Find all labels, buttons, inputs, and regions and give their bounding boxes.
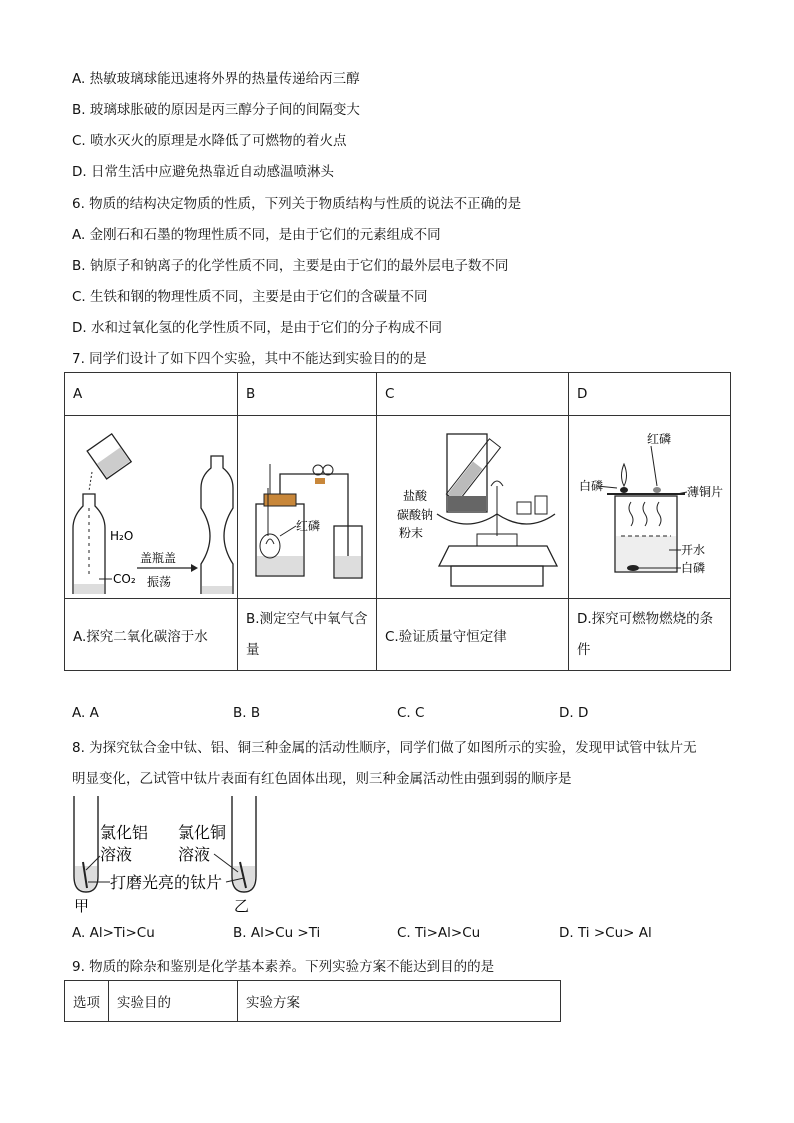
shake-label: 振荡 bbox=[147, 575, 172, 589]
q9-header-purpose: 实验目的 bbox=[109, 981, 238, 1022]
q7-header-d: D bbox=[569, 373, 731, 416]
q7-caption-d: D.探究可燃物燃烧的条件 bbox=[569, 599, 731, 671]
hcl-label: 盐酸 bbox=[403, 489, 428, 503]
q8-stem-line1: 8. 为探究钛合金中钛、铝、铜三种金属的活动性顺序，同学们做了如图所示的实验，发现甲试管中钛片无 bbox=[72, 740, 697, 756]
q6-option-a: A. 金刚石和石墨的物理性质不同，是由于它们的元素组成不同 bbox=[72, 227, 441, 243]
q8-answer-d: D. Ti >Cu> Al bbox=[559, 925, 652, 941]
q7-caption-b: B.测定空气中氧气含量 bbox=[238, 599, 377, 671]
red-phosphorus-label: 红磷 bbox=[296, 519, 321, 533]
water-label: H₂O bbox=[110, 529, 134, 543]
q8-answer-a: A. Al>Ti>Cu bbox=[72, 925, 155, 941]
mass-conservation-figure bbox=[377, 416, 568, 594]
tube-jia-label: 甲 bbox=[74, 897, 90, 914]
q7-answer-c: C. C bbox=[397, 705, 425, 721]
q5-option-d: D. 日常生活中应避免热靠近自动感温喷淋头 bbox=[72, 164, 334, 180]
titanium-strip-label: 打磨光亮的钛片 bbox=[110, 873, 223, 892]
q7-header-a: A bbox=[65, 373, 238, 416]
q7-caption-a: A.探究二氧化碳溶于水 bbox=[65, 599, 238, 671]
cap-bottle-label: 盖瓶盖 bbox=[140, 551, 177, 565]
cucl2-solution-label: 溶液 bbox=[178, 845, 211, 864]
q7-stem: 7. 同学们设计了如下四个实验，其中不能达到实验目的的是 bbox=[72, 351, 427, 367]
q7-figure-c-cell bbox=[377, 416, 569, 599]
q9-header-option: 选项 bbox=[65, 981, 109, 1022]
q5-option-b: B. 玻璃球胀破的原因是丙三醇分子间的间隔变大 bbox=[72, 102, 360, 118]
cucl2-label: 氯化铜 bbox=[178, 823, 227, 842]
q7-answer-a: A. A bbox=[72, 705, 99, 721]
combustion-conditions-figure bbox=[569, 416, 730, 594]
q6-option-b: B. 钠原子和钠离子的化学性质不同，主要是由于它们的最外层电子数不同 bbox=[72, 258, 509, 274]
oxygen-content-figure bbox=[238, 416, 376, 594]
q7-header-b: B bbox=[238, 373, 377, 416]
sodium-carbonate-label: 碳酸钠 bbox=[397, 508, 434, 522]
boiling-water-label: 开水 bbox=[681, 543, 706, 557]
q7-answer-b: B. B bbox=[233, 705, 261, 721]
alcl3-solution-label: 溶液 bbox=[100, 845, 133, 864]
co2-bottle-figure bbox=[65, 416, 237, 594]
q7-answer-d: D. D bbox=[559, 705, 589, 721]
q6-stem: 6. 物质的结构决定物质的性质，下列关于物质结构与性质的说法不正确的是 bbox=[72, 196, 522, 212]
q7-figure-a-cell bbox=[65, 416, 238, 599]
red-phosphorus-d-label: 红磷 bbox=[647, 432, 672, 446]
q7-figure-b-cell bbox=[238, 416, 377, 599]
q6-option-d: D. 水和过氧化氢的化学性质不同，是由于它们的分子构成不同 bbox=[72, 320, 442, 336]
q9-stem: 9. 物质的除杂和鉴别是化学基本素养。下列实验方案不能达到目的的是 bbox=[72, 959, 495, 975]
q6-option-c: C. 生铁和钢的物理性质不同，主要是由于它们的含碳量不同 bbox=[72, 289, 428, 305]
q7-caption-c: C.验证质量守恒定律 bbox=[377, 599, 569, 671]
white-phosphorus-bottom-label: 白磷 bbox=[681, 561, 706, 575]
q8-answer-c: C. Ti>Al>Cu bbox=[397, 925, 481, 941]
alcl3-label: 氯化铝 bbox=[100, 823, 149, 842]
tube-yi-label: 乙 bbox=[234, 897, 250, 914]
q8-answer-b: B. Al>Cu >Ti bbox=[233, 925, 321, 941]
q7-figure-d-cell bbox=[569, 416, 731, 599]
co2-label: CO₂ bbox=[113, 572, 136, 586]
q9-header-scheme: 实验方案 bbox=[238, 981, 561, 1022]
q7-header-c: C bbox=[377, 373, 569, 416]
powder-label: 粉末 bbox=[399, 526, 424, 540]
copper-sheet-label: 薄铜片 bbox=[687, 485, 724, 499]
q9-table bbox=[64, 980, 561, 1022]
test-tube-figure bbox=[66, 792, 266, 914]
q8-stem-line2: 明显变化，乙试管中钛片表面有红色固体出现，则三种金属活动性由强到弱的顺序是 bbox=[72, 771, 572, 787]
q5-option-a: A. 热敏玻璃球能迅速将外界的热量传递给丙三醇 bbox=[72, 71, 360, 87]
white-phosphorus-top-label: 白磷 bbox=[579, 479, 604, 493]
q5-option-c: C. 喷水灭火的原理是水降低了可燃物的着火点 bbox=[72, 133, 347, 149]
q7-table bbox=[64, 372, 731, 671]
